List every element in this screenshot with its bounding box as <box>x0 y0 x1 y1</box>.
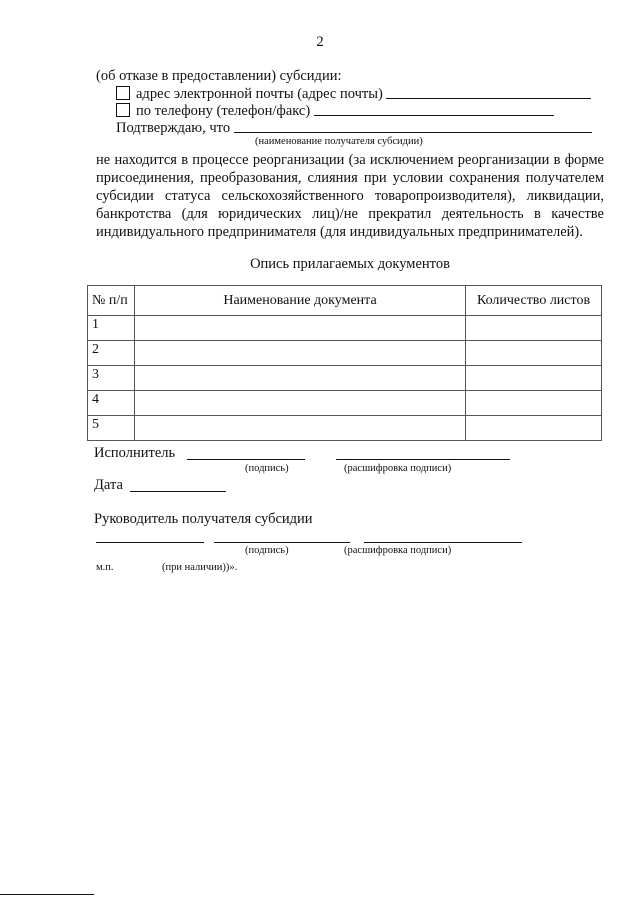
stamp-label: м.п. <box>96 562 114 573</box>
head-position-line[interactable] <box>96 542 204 543</box>
confirm-paragraph <box>96 151 604 241</box>
confirm-paragraph-text: не находится в процессе реорганизации (за исключением реорганизации в форме присоединения, преобразования, слияния при условии сохранения получателем субсидии статуса сельскохозяйственного товаропроизводителя), ликвидации, банкротства (для юридических лиц)/не прекратил деятельность в качестве индивидуального предпринимателя (для индивидуальных предпринимателей). <box>96 152 604 240</box>
row-number: 3 <box>88 366 135 391</box>
executor-signature-line[interactable] <box>187 459 305 460</box>
phone-checkbox[interactable] <box>116 103 130 117</box>
footnote-separator <box>0 894 94 895</box>
sheet-count-cell[interactable] <box>466 366 602 391</box>
head-signature-caption: (подпись) <box>245 545 289 556</box>
option-phone <box>116 103 554 120</box>
head-decode-caption: (расшифровка подписи) <box>344 545 452 556</box>
document-name-cell[interactable] <box>135 316 466 341</box>
stamp-note: (при наличии))». <box>162 562 238 573</box>
email-checkbox[interactable] <box>116 86 130 100</box>
table-row <box>88 341 602 366</box>
sheet-count-cell[interactable] <box>466 416 602 441</box>
row-number: 1 <box>88 316 135 341</box>
executor-signature-caption: (подпись) <box>245 463 289 474</box>
confirm-line <box>116 120 592 137</box>
executor-label: Исполнитель <box>94 445 176 461</box>
executor-decode-caption: (расшифровка подписи) <box>344 463 452 474</box>
table-row <box>88 316 602 341</box>
recipient-name-field[interactable] <box>234 120 592 133</box>
header-sheet-count: Количество листов <box>466 286 602 316</box>
email-field[interactable] <box>386 86 591 99</box>
row-number: 4 <box>88 391 135 416</box>
recipient-name-caption: (наименование получателя субсидии) <box>255 136 423 147</box>
document-name-cell[interactable] <box>135 391 466 416</box>
sheet-count-cell[interactable] <box>466 341 602 366</box>
page-number: 2 <box>316 34 324 50</box>
option-phone-label: по телефону (телефон/факс) <box>136 103 311 119</box>
inventory-title: Опись прилагаемых документов <box>250 256 450 272</box>
sheet-count-cell[interactable] <box>466 316 602 341</box>
date-field[interactable] <box>130 491 226 492</box>
confirm-label: Подтверждаю, что <box>116 120 231 136</box>
head-label: Руководитель получателя субсидии <box>94 511 313 527</box>
phone-field[interactable] <box>314 103 554 116</box>
header-document-name: Наименование документа <box>135 286 466 316</box>
header-number: № п/п <box>88 286 135 316</box>
row-number: 5 <box>88 416 135 441</box>
option-email-label: адрес электронной почты (адрес почты) <box>136 86 383 102</box>
head-decode-line[interactable] <box>364 542 522 543</box>
sheet-count-cell[interactable] <box>466 391 602 416</box>
table-header-row <box>88 286 602 316</box>
head-signature-line[interactable] <box>214 542 350 543</box>
table-row <box>88 416 602 441</box>
date-label: Дата <box>94 477 123 493</box>
document-name-cell[interactable] <box>135 341 466 366</box>
document-name-cell[interactable] <box>135 366 466 391</box>
row-number: 2 <box>88 341 135 366</box>
option-email <box>116 86 591 103</box>
table-row <box>88 366 602 391</box>
notice-intro: (об отказе в предоставлении) субсидии: <box>96 68 342 84</box>
executor-decode-line[interactable] <box>336 459 510 460</box>
table-row <box>88 391 602 416</box>
documents-table <box>87 285 602 441</box>
document-name-cell[interactable] <box>135 416 466 441</box>
